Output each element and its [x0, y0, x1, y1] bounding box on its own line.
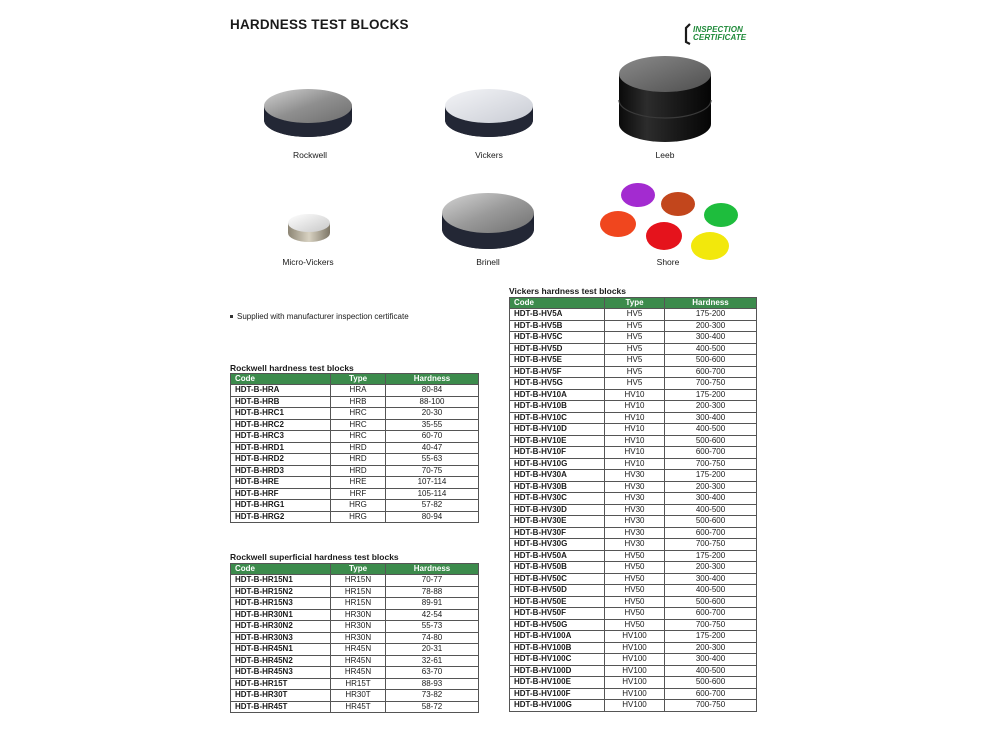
type-cell: HV100 [605, 631, 665, 643]
table-row [510, 642, 757, 654]
hardness-cell: 300-400 [665, 332, 757, 344]
superficial-table [230, 563, 479, 713]
hardness-cell: 175-200 [665, 550, 757, 562]
hardness-cell: 200-300 [665, 642, 757, 654]
hardness-cell: 175-200 [665, 470, 757, 482]
table-row [510, 700, 757, 712]
table-row [510, 470, 757, 482]
code-cell: HDT-B-HV50D [510, 585, 605, 597]
shore-label: Shore [656, 257, 680, 267]
table-row [510, 424, 757, 436]
table-row [510, 677, 757, 689]
table-row [231, 609, 479, 621]
code-cell: HDT-B-HV50E [510, 596, 605, 608]
table-row [510, 493, 757, 505]
code-cell: HDT-B-HV50B [510, 562, 605, 574]
type-cell: HR15N [331, 586, 386, 598]
code-cell: HDT-B-HV50G [510, 619, 605, 631]
code-cell: HDT-B-HV10B [510, 401, 605, 413]
code-cell: HDT-B-HR15N3 [231, 598, 331, 610]
leeb-block-image [617, 52, 713, 149]
type-cell: HV30 [605, 539, 665, 551]
hardness-cell: 80-94 [386, 511, 479, 523]
type-cell: HV50 [605, 596, 665, 608]
table-row [510, 355, 757, 367]
hardness-cell: 78-88 [386, 586, 479, 598]
type-cell: HRG [331, 511, 386, 523]
table-row [510, 389, 757, 401]
code-cell: HDT-B-HV100E [510, 677, 605, 689]
hardness-cell: 600-700 [665, 527, 757, 539]
hardness-cell: 80-84 [386, 385, 479, 397]
type-cell: HV100 [605, 665, 665, 677]
type-cell: HR15N [331, 598, 386, 610]
hardness-cell: 60-70 [386, 431, 479, 443]
code-cell: HDT-B-HRC2 [231, 419, 331, 431]
hardness-cell: 400-500 [665, 585, 757, 597]
code-cell: HDT-B-HV100F [510, 688, 605, 700]
code-cell: HDT-B-HV5C [510, 332, 605, 344]
table-row [510, 539, 757, 551]
type-cell: HV100 [605, 700, 665, 712]
hardness-cell: 70-77 [386, 575, 479, 587]
type-cell: HRC [331, 431, 386, 443]
type-cell: HV100 [605, 688, 665, 700]
table-row [231, 477, 479, 489]
table-row [231, 396, 479, 408]
table-row [231, 511, 479, 523]
type-cell: HR30N [331, 609, 386, 621]
table-row [510, 504, 757, 516]
table-row [231, 465, 479, 477]
code-cell: HDT-B-HV30A [510, 470, 605, 482]
hardness-cell: 63-70 [386, 667, 479, 679]
code-cell: HDT-B-HV30B [510, 481, 605, 493]
table-row [510, 562, 757, 574]
hardness-cell: 700-750 [665, 700, 757, 712]
table-row [510, 332, 757, 344]
table-row [231, 500, 479, 512]
table-row [510, 665, 757, 677]
code-cell: HDT-B-HV30G [510, 539, 605, 551]
type-column-header: Type [331, 374, 386, 385]
code-cell: HDT-B-HRA [231, 385, 331, 397]
table-row [231, 575, 479, 587]
hardness-cell: 200-300 [665, 320, 757, 332]
type-cell: HV50 [605, 619, 665, 631]
micro-vickers-label: Micro-Vickers [282, 257, 334, 267]
leeb-label: Leeb [655, 150, 675, 160]
hardness-cell: 55-73 [386, 621, 479, 633]
hardness-cell: 32-61 [386, 655, 479, 667]
type-cell: HV30 [605, 481, 665, 493]
type-cell: HV30 [605, 516, 665, 528]
type-cell: HV10 [605, 424, 665, 436]
type-cell: HV30 [605, 504, 665, 516]
table-row [510, 596, 757, 608]
table-row [231, 621, 479, 633]
type-cell: HV10 [605, 435, 665, 447]
code-cell: HDT-B-HRF [231, 488, 331, 500]
type-cell: HV10 [605, 412, 665, 424]
hardness-cell: 700-750 [665, 378, 757, 390]
table-row [231, 632, 479, 644]
code-cell: HDT-B-HV5D [510, 343, 605, 355]
type-cell: HRD [331, 454, 386, 466]
type-cell: HV50 [605, 608, 665, 620]
hardness-cell: 42-54 [386, 609, 479, 621]
hardness-cell: 200-300 [665, 401, 757, 413]
hardness-cell: 700-750 [665, 458, 757, 470]
table-row [231, 598, 479, 610]
code-column-header: Code [231, 374, 331, 385]
rockwell-table [230, 373, 479, 523]
type-cell: HV5 [605, 309, 665, 321]
type-cell: HV100 [605, 654, 665, 666]
table-row [510, 608, 757, 620]
hardness-cell: 700-750 [665, 539, 757, 551]
code-cell: HDT-B-HR15T [231, 678, 331, 690]
hardness-cell: 300-400 [665, 412, 757, 424]
type-cell: HV50 [605, 585, 665, 597]
type-column-header: Type [605, 298, 665, 309]
hardness-cell: 20-30 [386, 408, 479, 420]
code-cell: HDT-B-HV50A [510, 550, 605, 562]
table-row [231, 667, 479, 679]
type-cell: HR45N [331, 667, 386, 679]
hardness-cell: 105-114 [386, 488, 479, 500]
type-cell: HRB [331, 396, 386, 408]
table-row [231, 419, 479, 431]
hardness-cell: 55-63 [386, 454, 479, 466]
type-cell: HR30T [331, 690, 386, 702]
code-column-header: Code [510, 298, 605, 309]
code-cell: HDT-B-HV10C [510, 412, 605, 424]
hardness-cell: 175-200 [665, 631, 757, 643]
code-cell: HDT-B-HR45N3 [231, 667, 331, 679]
hardness-cell: 74-80 [386, 632, 479, 644]
table-row [510, 631, 757, 643]
type-cell: HRD [331, 465, 386, 477]
type-cell: HR45T [331, 701, 386, 713]
hardness-cell: 88-100 [386, 396, 479, 408]
code-cell: HDT-B-HV5A [510, 309, 605, 321]
table-row [510, 550, 757, 562]
code-cell: HDT-B-HV50C [510, 573, 605, 585]
type-cell: HV30 [605, 493, 665, 505]
code-cell: HDT-B-HRC1 [231, 408, 331, 420]
hardness-cell: 70-75 [386, 465, 479, 477]
table-row [231, 678, 479, 690]
table-row [231, 655, 479, 667]
code-cell: HDT-B-HR30N2 [231, 621, 331, 633]
type-cell: HV5 [605, 378, 665, 390]
type-cell: HV5 [605, 343, 665, 355]
type-cell: HRE [331, 477, 386, 489]
hardness-cell: 500-600 [665, 355, 757, 367]
code-cell: HDT-B-HRG2 [231, 511, 331, 523]
hardness-cell: 300-400 [665, 493, 757, 505]
code-cell: HDT-B-HRB [231, 396, 331, 408]
type-cell: HRF [331, 488, 386, 500]
type-cell: HV100 [605, 642, 665, 654]
rockwell-block-image [262, 76, 354, 145]
table-row [510, 309, 757, 321]
type-cell: HV10 [605, 458, 665, 470]
hardness-cell: 200-300 [665, 562, 757, 574]
code-cell: HDT-B-HV5G [510, 378, 605, 390]
code-cell: HDT-B-HRD2 [231, 454, 331, 466]
table-row [510, 516, 757, 528]
hardness-cell: 600-700 [665, 366, 757, 378]
code-cell: HDT-B-HR15N1 [231, 575, 331, 587]
vickers-table [509, 297, 757, 712]
table-row [231, 431, 479, 443]
table-row [510, 412, 757, 424]
code-cell: HDT-B-HRD1 [231, 442, 331, 454]
inspection-certificate-logo: INSPECTION CERTIFICATE [684, 22, 758, 46]
table-row [510, 378, 757, 390]
hardness-cell: 400-500 [665, 665, 757, 677]
hardness-column-header: Hardness [665, 298, 757, 309]
type-cell: HR30N [331, 621, 386, 633]
code-cell: HDT-B-HV30E [510, 516, 605, 528]
hardness-column-header: Hardness [386, 374, 479, 385]
type-cell: HV50 [605, 562, 665, 574]
hardness-cell: 400-500 [665, 343, 757, 355]
bullet-icon [230, 315, 233, 318]
hardness-cell: 500-600 [665, 677, 757, 689]
table-row [510, 447, 757, 459]
code-cell: HDT-B-HRE [231, 477, 331, 489]
type-cell: HV5 [605, 332, 665, 344]
hardness-cell: 35-55 [386, 419, 479, 431]
code-cell: HDT-B-HV10F [510, 447, 605, 459]
table-row [231, 488, 479, 500]
superficial-table-title: Rockwell superficial hardness test blocks [230, 552, 399, 562]
type-cell: HRC [331, 408, 386, 420]
table-row [510, 654, 757, 666]
type-cell: HR45N [331, 655, 386, 667]
table-row [231, 701, 479, 713]
code-cell: HDT-B-HV100C [510, 654, 605, 666]
code-cell: HDT-B-HR45T [231, 701, 331, 713]
code-cell: HDT-B-HRG1 [231, 500, 331, 512]
rockwell-table-title: Rockwell hardness test blocks [230, 363, 354, 373]
table-row [510, 585, 757, 597]
code-cell: HDT-B-HR30T [231, 690, 331, 702]
table-row [510, 458, 757, 470]
code-cell: HDT-B-HV10D [510, 424, 605, 436]
page-title: HARDNESS TEST BLOCKS [230, 17, 409, 32]
code-cell: HDT-B-HV100B [510, 642, 605, 654]
hardness-cell: 107-114 [386, 477, 479, 489]
hardness-cell: 57-82 [386, 500, 479, 512]
type-cell: HV30 [605, 527, 665, 539]
code-cell: HDT-B-HV10A [510, 389, 605, 401]
code-cell: HDT-B-HR15N2 [231, 586, 331, 598]
vickers-label: Vickers [475, 150, 503, 160]
type-cell: HV30 [605, 470, 665, 482]
table-row [510, 320, 757, 332]
table-row [510, 435, 757, 447]
type-cell: HR15T [331, 678, 386, 690]
table-row [510, 401, 757, 413]
inspection-certificate-note: Supplied with manufacturer inspection certificate [230, 312, 409, 321]
hardness-cell: 600-700 [665, 608, 757, 620]
type-cell: HV5 [605, 320, 665, 332]
code-cell: HDT-B-HV5F [510, 366, 605, 378]
table-row [510, 527, 757, 539]
code-cell: HDT-B-HV10E [510, 435, 605, 447]
table-row [231, 454, 479, 466]
code-cell: HDT-B-HR45N2 [231, 655, 331, 667]
hardness-cell: 175-200 [665, 389, 757, 401]
brinell-label: Brinell [476, 257, 500, 267]
hardness-cell: 89-91 [386, 598, 479, 610]
hardness-cell: 500-600 [665, 435, 757, 447]
code-cell: HDT-B-HV100A [510, 631, 605, 643]
table-row [510, 688, 757, 700]
type-cell: HV10 [605, 447, 665, 459]
table-row [231, 586, 479, 598]
table-row [510, 343, 757, 355]
table-row [231, 442, 479, 454]
hardness-cell: 400-500 [665, 504, 757, 516]
code-cell: HDT-B-HRD3 [231, 465, 331, 477]
type-cell: HR30N [331, 632, 386, 644]
hardness-cell: 20-31 [386, 644, 479, 656]
hardness-cell: 88-93 [386, 678, 479, 690]
table-row [510, 573, 757, 585]
code-cell: HDT-B-HV50F [510, 608, 605, 620]
table-row [231, 690, 479, 702]
hardness-cell: 300-400 [665, 573, 757, 585]
type-cell: HRG [331, 500, 386, 512]
code-cell: HDT-B-HV30F [510, 527, 605, 539]
hardness-cell: 600-700 [665, 447, 757, 459]
type-cell: HV100 [605, 677, 665, 689]
code-cell: HDT-B-HRC3 [231, 431, 331, 443]
code-cell: HDT-B-HR30N1 [231, 609, 331, 621]
table-row [510, 619, 757, 631]
table-row [510, 481, 757, 493]
table-row [231, 408, 479, 420]
hardness-cell: 300-400 [665, 654, 757, 666]
type-cell: HRA [331, 385, 386, 397]
hardness-cell: 700-750 [665, 619, 757, 631]
hardness-cell: 500-600 [665, 596, 757, 608]
code-cell: HDT-B-HR45N1 [231, 644, 331, 656]
code-cell: HDT-B-HV30C [510, 493, 605, 505]
code-cell: HDT-B-HV100G [510, 700, 605, 712]
code-cell: HDT-B-HV5B [510, 320, 605, 332]
hardness-cell: 400-500 [665, 424, 757, 436]
code-cell: HDT-B-HV30D [510, 504, 605, 516]
type-cell: HR15N [331, 575, 386, 587]
vickers-table-title: Vickers hardness test blocks [509, 286, 627, 296]
hardness-cell: 600-700 [665, 688, 757, 700]
rockwell-label: Rockwell [292, 150, 327, 160]
code-cell: HDT-B-HR30N3 [231, 632, 331, 644]
type-cell: HRD [331, 442, 386, 454]
code-cell: HDT-B-HV10G [510, 458, 605, 470]
hardness-cell: 58-72 [386, 701, 479, 713]
brinell-block-image [440, 183, 536, 258]
type-cell: HV10 [605, 401, 665, 413]
hardness-cell: 500-600 [665, 516, 757, 528]
table-row [231, 385, 479, 397]
micro-vickers-block-image [286, 209, 332, 250]
hardness-cell: 73-82 [386, 690, 479, 702]
type-cell: HV5 [605, 366, 665, 378]
type-cell: HR45N [331, 644, 386, 656]
type-cell: HV50 [605, 573, 665, 585]
type-cell: HV10 [605, 389, 665, 401]
hardness-cell: 175-200 [665, 309, 757, 321]
table-row [510, 366, 757, 378]
code-column-header: Code [231, 564, 331, 575]
hardness-column-header: Hardness [386, 564, 479, 575]
type-cell: HRC [331, 419, 386, 431]
type-cell: HV50 [605, 550, 665, 562]
code-cell: HDT-B-HV5E [510, 355, 605, 367]
type-column-header: Type [331, 564, 386, 575]
code-cell: HDT-B-HV100D [510, 665, 605, 677]
hardness-cell: 200-300 [665, 481, 757, 493]
table-row [231, 644, 479, 656]
vickers-block-image [443, 76, 535, 145]
hardness-cell: 40-47 [386, 442, 479, 454]
type-cell: HV5 [605, 355, 665, 367]
